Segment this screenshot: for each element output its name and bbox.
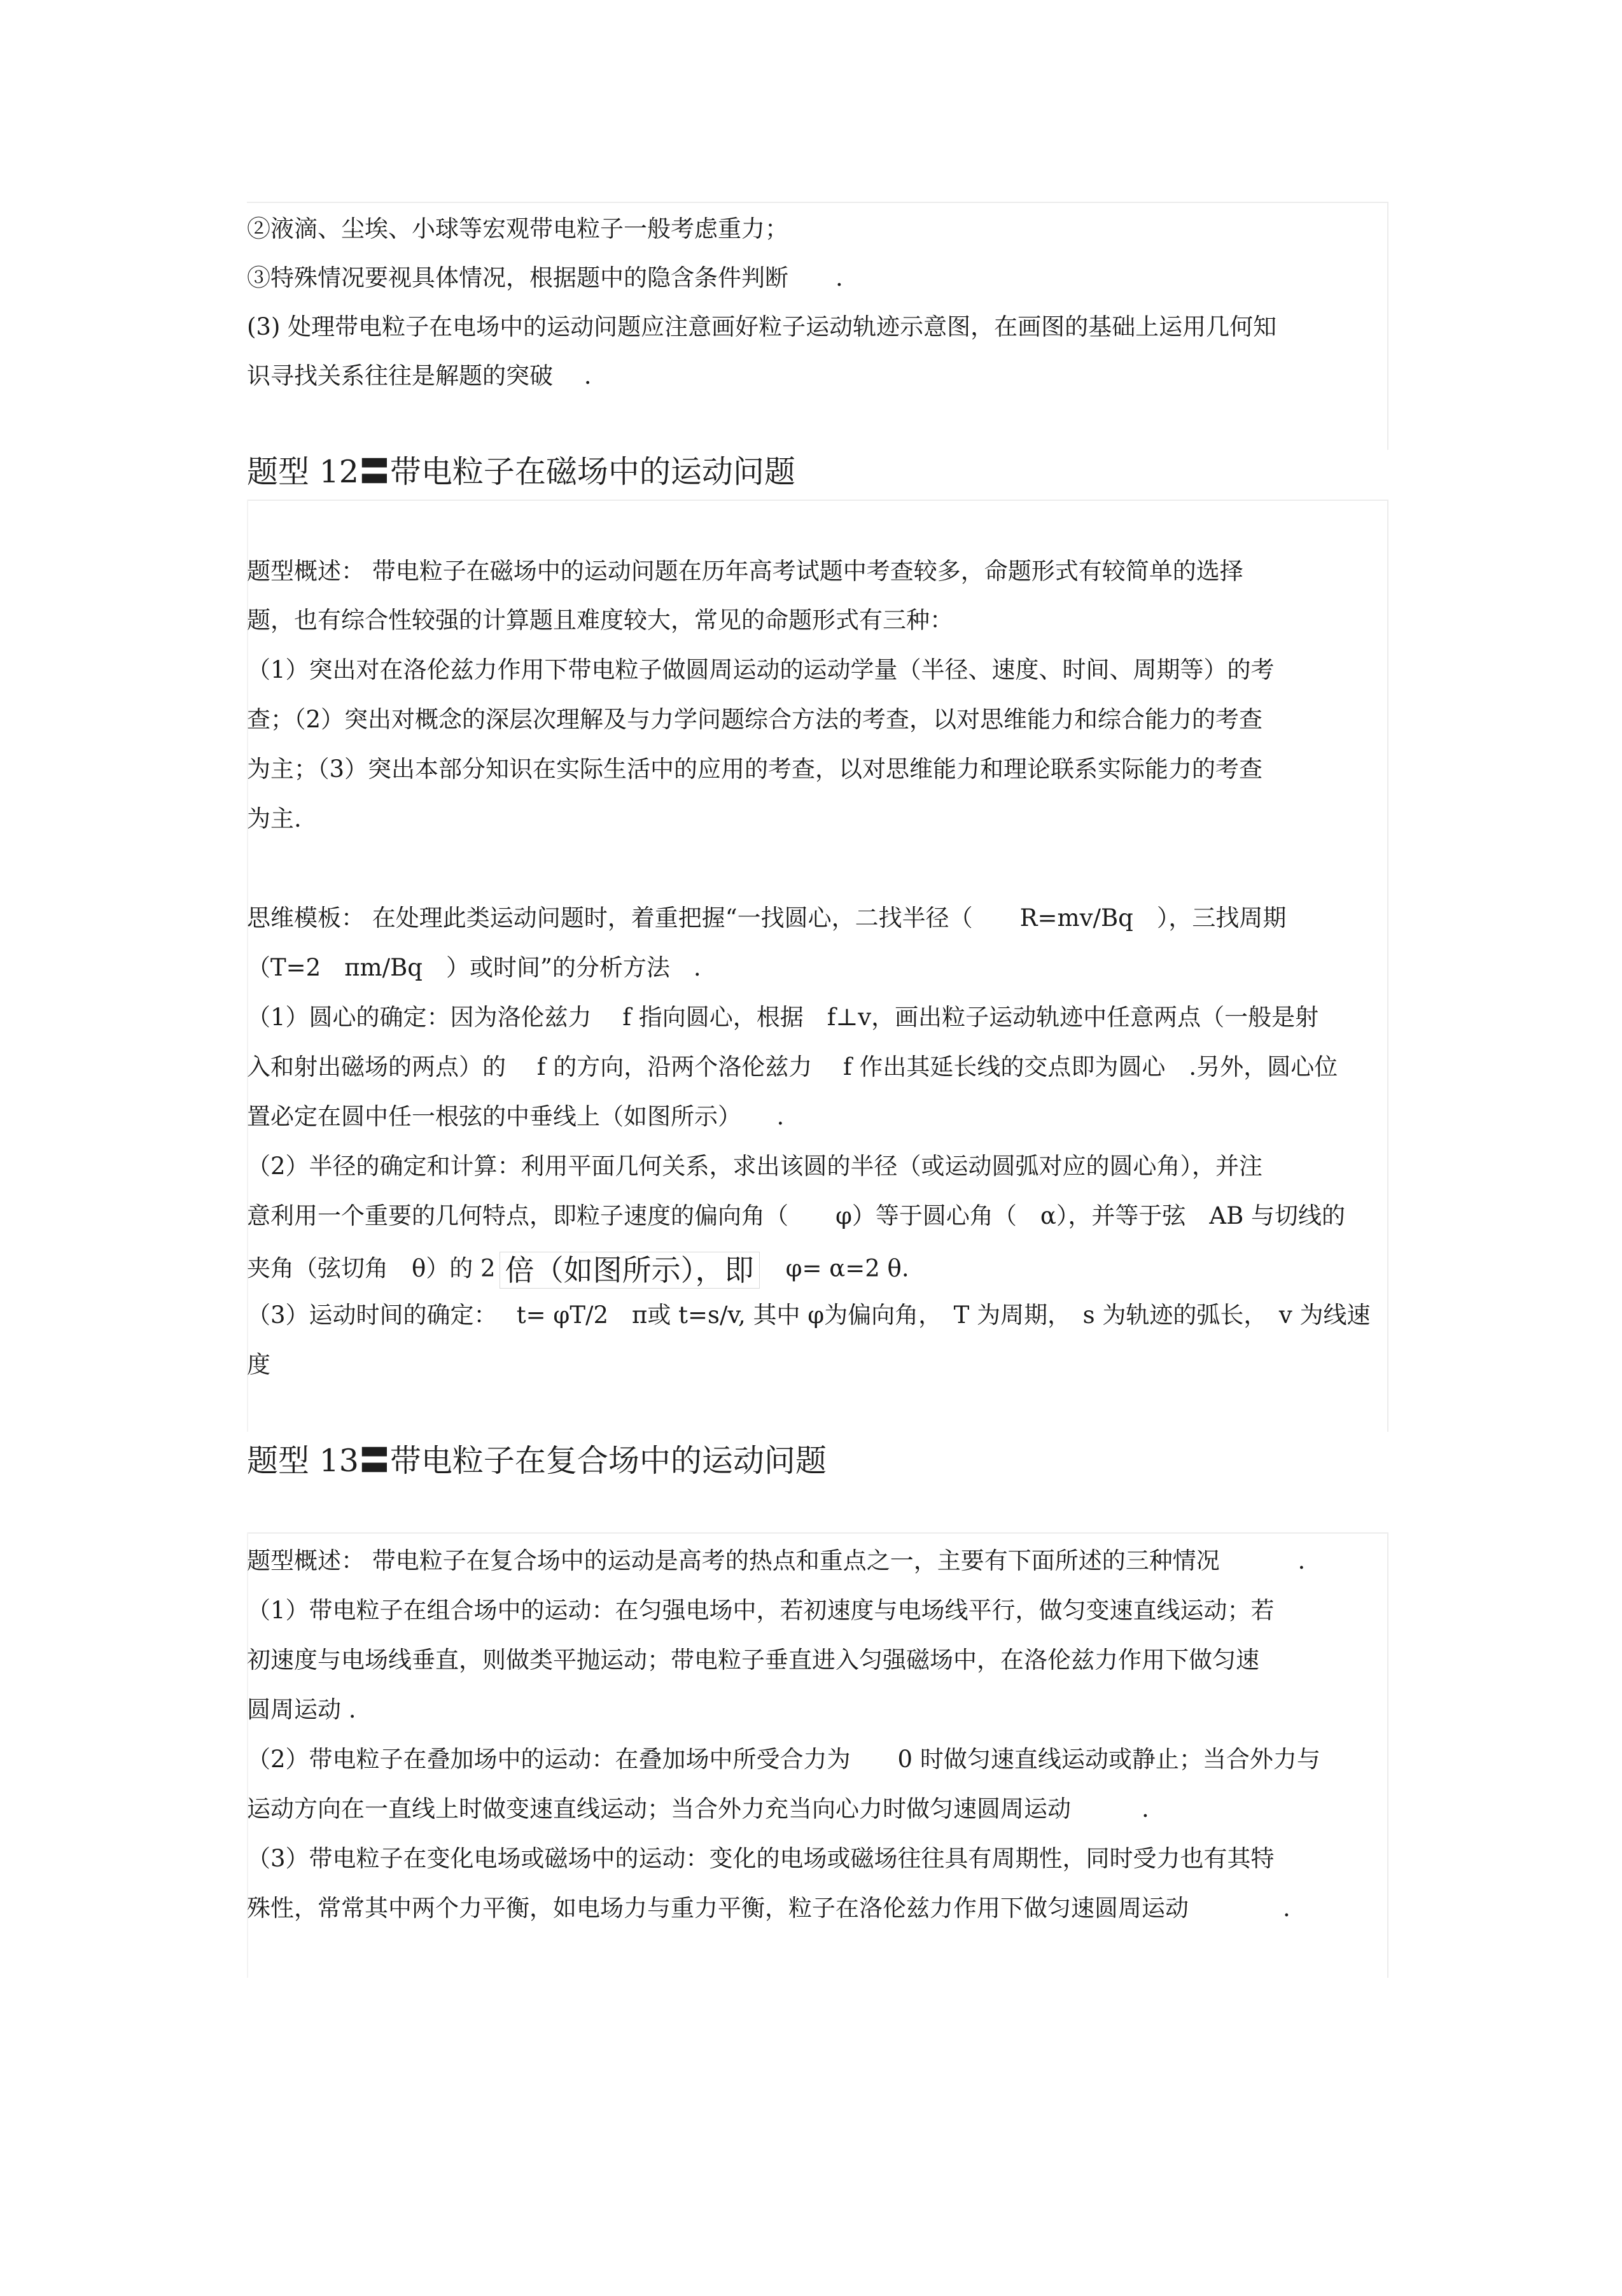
text-line: 思维模板： 在处理此类运动问题时，着重把握“一找圆心，二找半径（ R=mv/Bq ），三找周期: [247, 904, 1287, 932]
text-line: (3) 处理带电粒子在电场中的运动问题应注意画好粒子运动轨迹示意图，在画图的基础上运用几何知: [247, 313, 1277, 340]
text-line: 意利用一个重要的几何特点，即粒子速度的偏向角（ φ）等于圆心角（ α），并等于弦 AB 与切线的: [247, 1202, 1346, 1229]
boxed-text: 倍（如图所示），即: [500, 1252, 760, 1289]
text-line: （2）带电粒子在叠加场中的运动：在叠加场中所受合力为 0 时做匀速直线运动或静止；当合外力与: [247, 1746, 1320, 1773]
text-line: （3）运动时间的确定： t= φT/2 π或 t=s/v, 其中 φ为偏向角， T 为周期， s 为轨迹的弧长， v 为线速: [247, 1301, 1371, 1329]
text-line: 初速度与电场线垂直，则做类平抛运动；带电粒子垂直进入匀强磁场中，在洛伦兹力作用下做匀速: [247, 1646, 1259, 1674]
text-line: 为主.: [247, 805, 302, 832]
text-line: 圆周运动 .: [247, 1696, 356, 1723]
text-line: （1）带电粒子在组合场中的运动：在匀强电场中，若初速度与电场线平行，做匀变速直线运动；若: [247, 1597, 1275, 1624]
text-line: 题型概述： 带电粒子在复合场中的运动是高考的热点和重点之一，主要有下面所述的三种情况 .: [247, 1547, 1306, 1574]
angle-line-after: φ= α=2 θ.: [762, 1254, 909, 1282]
section-heading-13: 题型 13〓带电粒子在复合场中的运动问题: [247, 1443, 827, 1479]
angle-line: [247, 1252, 909, 1289]
text-line: 运动方向在一直线上时做变速直线运动；当合外力充当向心力时做匀速圆周运动 .: [247, 1795, 1149, 1823]
text-line: 度: [247, 1351, 270, 1378]
text-line: （T=2 πm/Bq ）或时间”的分析方法 .: [247, 954, 701, 981]
text-line: 入和射出磁场的两点）的 f 的方向，沿两个洛伦兹力 f 作出其延长线的交点即为圆心 .另外，圆心位: [247, 1053, 1338, 1081]
text-line: 题，也有综合性较强的计算题且难度较大，常见的命题形式有三种：: [247, 606, 953, 634]
text-line: ③特殊情况要视具体情况，根据题中的隐含条件判断 .: [247, 264, 843, 291]
text-line: （2）半径的确定和计算：利用平面几何关系，求出该圆的半径（或运动圆弧对应的圆心角），并注: [247, 1152, 1263, 1180]
text-line: ②液滴、尘埃、小球等宏观带电粒子一般考虑重力；: [247, 215, 788, 242]
text-line: （1）突出对在洛伦兹力作用下带电粒子做圆周运动的运动学量（半径、速度、时间、周期等）的考: [247, 656, 1275, 683]
text-line: 查；（2）突出对概念的深层次理解及与力学问题综合方法的考查，以对思维能力和综合能力的考查: [247, 706, 1263, 733]
text-line: （3）带电粒子在变化电场或磁场中的运动：变化的电场或磁场往往具有周期性，同时受力也有其特: [247, 1845, 1275, 1872]
text-line: 殊性，常常其中两个力平衡，如电场力与重力平衡，粒子在洛伦兹力作用下做匀速圆周运动 .: [247, 1894, 1290, 1922]
text-line: 置必定在圆中任一根弦的中垂线上（如图所示） .: [247, 1103, 785, 1130]
angle-line-before: 夹角（弦切角 θ）的 2: [247, 1254, 496, 1282]
text-line: 题型概述： 带电粒子在磁场中的运动问题在历年高考试题中考查较多，命题形式有较简单的选择: [247, 557, 1243, 585]
text-line: 识寻找关系往往是解题的突破 .: [247, 362, 592, 389]
section-heading-12: 题型 12〓带电粒子在磁场中的运动问题: [247, 454, 795, 490]
text-line: （1）圆心的确定：因为洛伦兹力 f 指向圆心，根据 f⊥v，画出粒子运动轨迹中任意两点（一般是射: [247, 1004, 1319, 1031]
text-line: 为主；（3）突出本部分知识在实际生活中的应用的考查，以对思维能力和理论联系实际能力的考查: [247, 755, 1263, 783]
